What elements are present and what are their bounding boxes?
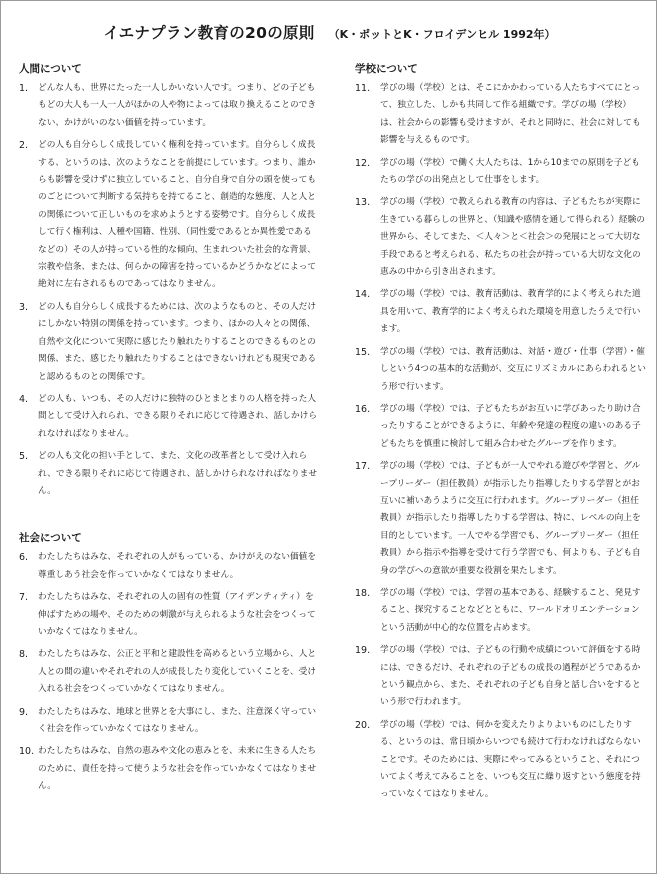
principle-number: 15. <box>355 346 371 358</box>
left-column <box>19 62 319 801</box>
principle-item <box>355 286 647 338</box>
principle-number: 17. <box>355 461 371 473</box>
title-main: イエナプラン教育の20の原則 <box>103 24 315 42</box>
principle-item <box>19 448 319 500</box>
principle-text: 学びの場（学校）で働く大人たちは、1から10までの原則を子どもたちの学びの出発点として仕事をします。 <box>380 157 640 186</box>
principle-text: どの人も、いつも、その人だけに独特のひとまとまりの人格を持った人間として受け入れられ、できる限りそれに応じて待遇され、話しかけられなければなりません。 <box>38 393 318 439</box>
principle-item <box>355 717 647 804</box>
principle-text: どんな人も、世界にたった一人しかいない人です。つまり、どの子どももどの大人も一人一人がほかの人や物によっては取り換えることのできない、かけがいのない価値を持っています。 <box>38 83 316 128</box>
principle-number: 4. <box>19 393 29 405</box>
principle-number: 6. <box>19 552 29 564</box>
principle-number: 5. <box>19 451 29 463</box>
principle-item <box>19 743 319 795</box>
principle-number: 3. <box>19 301 29 313</box>
principle-item <box>19 137 319 294</box>
principle-item <box>355 401 647 453</box>
principle-text: どの人も自分らしく成長していく権利を持っています。自分らしく成長する、というのは、次のようなことを前提にしています。つまり、誰からも影響を受けずに独立していること、自分自身で自分の頭を使ってものごとについて判断する気持ちを持てること、創造的な態度、人と人との関係について正しいものを求めようとする姿勢です。自分らしく成長して行く権利は、人種や国籍、性別、（同性愛であるとか異性愛であるなどの）その人が持っている性的な傾向、生まれついた社会的な背景、宗教や信条、または、何らかの障害を持っているかどうかなどによって絶対に左右されるものであってはなりません。 <box>38 140 316 290</box>
principle-text: どの人も文化の担い手として、また、文化の改革者として受け入れられ、できる限りそれに応じて待遇され、話しかけられなければなりません。 <box>38 451 318 496</box>
principle-item <box>355 194 647 281</box>
principle-item <box>19 589 319 641</box>
principle-text: 学びの場（学校）では、学習の基本である、経験すること、発見すること、探究することなどとともに、ワールドオリエンテーションという活動が中心的な位置を占めます。 <box>380 587 641 633</box>
document-title <box>1 21 657 43</box>
principle-number: 2. <box>19 140 29 152</box>
school-principles-list <box>355 80 647 804</box>
principle-number: 14. <box>355 289 371 301</box>
principle-number: 10. <box>19 746 35 758</box>
principle-item <box>19 549 319 584</box>
principle-item <box>355 585 647 637</box>
human-principles-list <box>19 80 319 500</box>
principle-text: 学びの場（学校）では、教育活動は、教育学的によく考えられた道具を用いて、教育学的によく考えられた環境を用意したうえで行います。 <box>380 289 641 335</box>
principle-item <box>19 391 319 443</box>
principle-text: 学びの場（学校）では、子どもたちがお互いに学びあったり助け合ったりすることができるように、年齢や発達の程度の違いのある子どもたちを慎重に検討して組み合わせたグループを作ります。 <box>380 403 641 449</box>
principle-number: 13. <box>355 197 371 209</box>
principle-number: 20. <box>355 719 371 731</box>
principle-text: わたしたちはみな、公正と平和と建設性を高めるという立場から、人と人との間の違いやそれぞれの人が成長したり変化していくことを、受け入れる社会をつくっていかなくてはなりません。 <box>38 649 316 695</box>
principle-text: 学びの場（学校）では、何かを変えたりよりよいものにしたりする、というのは、常日頃からいつでも続けて行わなければならないことです。そのためには、実際にやってみるということ、それについてよく考えてみることを、いつも交互に繰り返すという態度を持っていなくてはなりません。 <box>380 719 641 800</box>
principle-item <box>355 155 647 190</box>
principle-number: 12. <box>355 157 371 169</box>
principle-number: 16. <box>355 403 371 415</box>
principle-text: 学びの場（学校）では、子どもの行動や成績について評価をする時には、できるだけ、それぞれの子どもの成長の過程がどうであるかという観点から、また、それぞれの子ども自身と話し合いをするという形で行われます。 <box>380 645 641 708</box>
principle-text: わたしたちはみな、地球と世界とを大事にし、また、注意深く守っていく社会を作っていかなくてはなりません。 <box>38 706 316 734</box>
principle-text: わたしたちはみな、それぞれの人の固有の性質（アイデンティティ）を伸ばすための場や、そのための刺激が与えられるような社会をつくっていかなくてはなりません。 <box>38 592 316 637</box>
principle-item <box>355 80 647 150</box>
principle-text: 学びの場（学校）で教えられる教育の内容は、子どもたちが実際に生きている暮らしの世界と、（知識や感情を通して得られる）経験の世界から、そしてまた、＜人々＞と＜社会＞の発展にとって大切な手段であると考えられる、私たちの社会が持っている大切な文化の恵みの中から引き出されます。 <box>380 197 645 278</box>
principle-item <box>19 80 319 132</box>
principle-text: 学びの場（学校）では、教育活動は、対話・遊び・仕事（学習）・催しという4つの基本的な活動が、交互にリズミカルにあらわれるという形で行います。 <box>380 346 646 392</box>
principle-text: 学びの場（学校）とは、そこにかかわっている人たちすべてにとって、独立した、しかも共同して作る組織です。学びの場（学校）は、社会からの影響も受けますが、それと同時に、社会に対しても影響を与えるものです。 <box>380 83 641 146</box>
principle-text: わたしたちはみな、それぞれの人がもっている、かけがえのない価値を尊重しあう社会を作っていかなくてはなりません。 <box>38 552 316 580</box>
principle-text: 学びの場（学校）では、子どもが一人でやれる遊びや学習と、グループリーダー（担任教員）が指示したり指導したりする学習とがお互いに補いあうように交互に行われます。グループリーダー（担任教員）が指示したり指導したりする学習は、特に、レベルの向上を目的としています。一人でやる学習でも、グループリーダー（担任教員）から指示や指導を受けて行う学習でも、何よりも、子ども自身の学びへの意欲が重要な役割を果たします。 <box>380 461 641 576</box>
principle-number: 19. <box>355 645 371 657</box>
principle-number: 1. <box>19 83 29 94</box>
right-column <box>355 62 647 809</box>
principle-number: 18. <box>355 587 371 599</box>
society-principles-list <box>19 549 319 795</box>
title-sub: （K・ポットとK・フロイデンヒル 1992年） <box>328 28 556 41</box>
section-heading-society: 社会について <box>19 532 82 545</box>
principle-item <box>19 646 319 698</box>
principle-number: 9. <box>19 706 29 718</box>
principle-number: 7. <box>19 592 29 604</box>
principle-text: どの人も自分らしく成長するためには、次のようなものと、その人だけにしかない特別の関係を持っています。つまり、ほかの人々との関係、自然や文化について実際に感じたり触れたりすることのできるものとの関係、また、感じたり触れたりすることはできないけれども現実であると認めるものとの関係です。 <box>38 301 316 382</box>
principle-number: 8. <box>19 649 29 661</box>
principle-item <box>355 344 647 396</box>
section-heading-human: 人間について <box>19 63 82 75</box>
principle-item <box>355 458 647 580</box>
principle-text: わたしたちはみな、自然の恵みや文化の恵みとを、未来に生きる人たちのために、責任を持って使うような社会を作っていかなくてはなりません。 <box>38 746 316 792</box>
principle-item <box>355 642 647 712</box>
principle-item <box>19 704 319 739</box>
section-heading-school: 学校について <box>355 63 418 75</box>
principle-item <box>19 299 319 386</box>
principle-number: 11. <box>355 83 371 94</box>
